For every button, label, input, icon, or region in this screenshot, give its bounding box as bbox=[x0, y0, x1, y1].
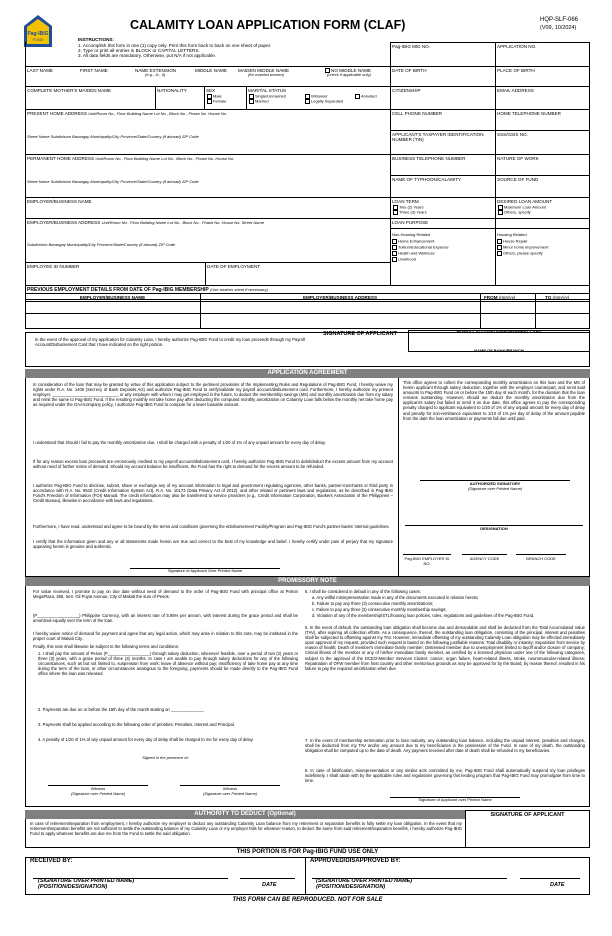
promissory-l2: (P__________________) Philippine Currency, with an interest rate of 5.95% per annum, with interest during the grace period and shall be amortized equally over the term of the loan. bbox=[33, 613, 298, 624]
no-middle-name-checkbox[interactable]: NO MIDDLE NAME bbox=[325, 68, 371, 73]
prev-from-col: FROM (mm/yy) bbox=[484, 295, 516, 300]
business-telephone-field[interactable]: BUSINESS TELEPHONE NUMBER bbox=[392, 156, 466, 161]
first-name-field[interactable]: FIRST NAME bbox=[80, 68, 108, 73]
previous-employment-title: PREVIOUS EMPLOYMENT DETAILS FROM DATE OF Pag-IBIG MEMBERSHIP (Use another sheet if necessary) bbox=[27, 287, 268, 293]
promissory-r7: 7. In the event of membership termination prior to loan maturity, any outstanding loan balance, including the unpaid interest, penalties and charges, shall be deducted from my TAV and/or any amount due to my beneficiaries in the possession of the Fund. In case of my death, the outstanding obligation shall be computed up to the date of death. Any payment received after date of death shall be refunded to my beneficiaries. bbox=[305, 738, 585, 754]
received-by-field[interactable]: RECEIVED BY: bbox=[30, 858, 73, 864]
approved-date[interactable]: DATE bbox=[550, 882, 565, 888]
application-no-field[interactable]: APPLICATION NO. bbox=[497, 44, 537, 49]
typhoon-calamity-field[interactable]: NAME OF TYPHOON/CALAMITY bbox=[392, 177, 462, 182]
form-title: CALAMITY LOAN APPLICATION FORM (CLAF) bbox=[130, 18, 406, 32]
deduct-signature[interactable]: SIGNATURE OF APPLICANT bbox=[490, 812, 565, 818]
approved-sig-name: (SIGNATURE OVER PRINTED NAME) bbox=[316, 878, 413, 884]
deduct-title-bar: AUTHORITY TO DEDUCT (Optional) bbox=[25, 810, 465, 819]
permanent-address-field[interactable]: PERMANENT HOME ADDRESS Unit/Room No., Floor Building Name Lot No., Block No., Phase No. House No. bbox=[27, 156, 235, 161]
non-housing-label: Non-Housing Related bbox=[392, 232, 431, 237]
loan-term-label: LOAN TERM bbox=[392, 199, 419, 204]
employer-agreement-text: This office agrees to collect the corresponding monthly amortization on this loan and the MS of herein applicant through salary deduction, together with the employer counterpart, and remit said amounts to Pag-IBIG Fund on or before the 15th day of each month, for the duration that the loan remains outstanding. However, should we deduct the monthly amortization due from the applicant's salary but failed to remit it on due date, this office agrees to pay the corresponding penalty charged to applicant equivalent to 1/20 of 1% of any unpaid amount for every day of delay and penalty for non-remittance equivalent to 1/10 of 1% per day of delay of the amount payable from the date the loan amortization or payments fall due until paid. bbox=[403, 380, 585, 421]
maximum-loan-checkbox[interactable]: Maximum Loan Amount bbox=[498, 205, 546, 210]
promissory-r5: 5. I shall be considered in default in any of the following cases: bbox=[305, 589, 421, 594]
sex-female-checkbox[interactable]: Female bbox=[207, 99, 226, 104]
widow-checkbox[interactable]: Widow/er bbox=[305, 94, 328, 99]
cell-phone-field[interactable]: CELL PHONE NUMBER bbox=[392, 111, 443, 116]
promissory-c4: 4. A penalty of 1/20 of 1% of any unpaid amount for every day of delay shall be charged to me for every day of delay. bbox=[38, 737, 254, 742]
employee-id-field[interactable]: EMPLOYEE ID NUMBER bbox=[27, 264, 80, 269]
employer-address-parts: Subdivision Barangay Municipality/City Province/State/Country (if abroad) ZIP Code bbox=[27, 242, 176, 247]
employer-id-field[interactable]: Pag-IBIG EMPLOYER ID NO. bbox=[404, 556, 450, 566]
house-repair-checkbox[interactable]: House Repair bbox=[497, 239, 527, 244]
permanent-address-parts: Street Name Subdivision Barangay Municipality/City Province/State/Country (if abroad) ZIP Code bbox=[27, 179, 199, 184]
deduct-text: In case of retirement/separation from employment, I hereby authorize my employer to deduct any outstanding Calamity Loan balance from my retirement or separation benefits to fully settle my loan obligation. In the event that my retirement/separation benefits are not sufficient to settle the outstanding balance of my Calamity Loan or my employer fails for whatever reason, to deduct the same from said retirement/separation benefits, I hereby authorize Pag-IBIG Fund to apply whatever benefits are due me from the Fund to settle the said obligation. bbox=[30, 821, 462, 837]
promissory-c1: 1. I shall pay the amount of Pesos (P__________________) through salary deduction, whenever feasible, over a period of two (2) years or three (3) years, with a grace period of three (3) months. In case I am unable to pay through salary deductions for any of the following circumstances, such as but not limited to, suspension from work; leave of absence without pay; insufficiency of take home pay at any time during the term of the loan; or other circumstances analogous to the foregoing, payments should be made directly to the Pag-IBIG Fund office where the loan was released. bbox=[38, 651, 298, 677]
authorization-text: In the event of the approval of my application for Calamity Loan, I hereby authorize Pag-IBIG Fund to credit my loan proceeds through my Payroll Account/Disbursement Card that I have indicated on the right portion. bbox=[35, 337, 305, 348]
health-checkbox[interactable]: Health and Wellness bbox=[392, 251, 435, 256]
citizenship-field[interactable]: CITIZENSHIP bbox=[392, 88, 421, 93]
agreement-signature[interactable]: Signature of Applicant Over Printed Name bbox=[167, 568, 243, 573]
instruction-2: 2. Type or print all entries in BLOCK or CAPITAL LETTERS. bbox=[78, 48, 200, 53]
sex-label: SEX bbox=[206, 88, 216, 93]
agreement-p1: In consideration of the loan that may be granted by virtue of this application subject to the pertinent provisions of the Implementing Rules and Regulations of Pag-IBIG Fund, I hereby waive my rights under R.A. No. 1405 (Secrecy of Bank Deposits Act) and authorize Pag-IBIG Fund to verify/validate my payroll account/disbursement card. Furthermore, I hereby authorize my present employer, ____________________________, or any employer with whom I may get employed in the future, to deduct the membership savings (MS) and monthly amortization due from my salary and remit the same to Pag-IBIG Fund. If the resulting monthly net take home pay after deducting the computed monthly amortization on Calamity Loan falls below the monthly net take home pay as required under the GAA/company policy, I authorize Pag-IBIG Fund to compute for a lower loanable amount. bbox=[33, 382, 393, 408]
prev-address-col: EMPLOYER/BUSINESS ADDRESS bbox=[302, 295, 378, 300]
reproduced-note: THIS FORM CAN BE REPRODUCED. NOT FOR SALE bbox=[232, 897, 383, 903]
form-version: (V09, 10/2024) bbox=[540, 25, 577, 31]
maiden-middle-name-field[interactable]: MAIDEN MIDDLE NAME bbox=[238, 68, 290, 73]
instructions-title: INSTRUCTIONS: bbox=[78, 37, 114, 42]
tuition-checkbox[interactable]: Tuition/Educational Expense bbox=[392, 245, 449, 250]
others-purpose-checkbox[interactable]: Others, please specify bbox=[497, 251, 543, 256]
promissory-c3: 3. Payments shall be applied according to the following order of priorities: Penalties, Interest and Principal. bbox=[38, 722, 235, 727]
instruction-1: 1. Accomplish this form in one (1) copy only. Print this form back to back on one sheet of paper. bbox=[78, 43, 272, 48]
livelihood-checkbox[interactable]: Livelihood bbox=[392, 257, 416, 262]
prev-to-col: TO (mm/yy) bbox=[545, 295, 570, 300]
designation-field[interactable]: DESIGNATION bbox=[480, 526, 508, 531]
agreement-p2: I understand that should I fail to pay the monthly amortization due, I shall be charged with a penalty of 1/20 of 1% of any unpaid amount for every day of delay. bbox=[33, 440, 326, 445]
date-of-employment-field[interactable]: DATE OF EMPLOYMENT bbox=[207, 264, 261, 269]
date-of-birth-field[interactable]: DATE OF BIRTH bbox=[392, 68, 427, 73]
tin-field[interactable]: APPLICANT'S TAXPAYER IDENTIFICATION NUMBER (TIN) bbox=[392, 132, 484, 143]
witness-1[interactable]: Witness bbox=[90, 786, 106, 791]
name-extension-field[interactable]: NAME EXTENSION bbox=[135, 68, 177, 73]
three-years-checkbox[interactable]: Three (3) Years bbox=[393, 210, 427, 215]
promissory-l4: Finally, this note shall likewise be subject to the following terms and conditions: bbox=[33, 644, 179, 649]
marital-status-label: MARITAL STATUS bbox=[248, 88, 287, 93]
signed-presence: Signed in the presence of: bbox=[142, 755, 189, 760]
present-address-field[interactable]: PRESENT HOME ADDRESS Unit/Room No., Floor Building Name Lot No., Block No., Phase No. House No. bbox=[27, 111, 228, 116]
loan-purpose-label: LOAN PURPOSE bbox=[392, 220, 429, 225]
agreement-p6: I certify that the information given and any or all statements made herein are true and correct to the best of my knowledge and belief. I hereby certify under pain of perjury that my signature appearing herein is genuine and authentic. bbox=[33, 539, 393, 550]
desired-loan-label: DESIRED LOAN AMOUNT bbox=[497, 199, 553, 204]
middle-name-field[interactable]: MIDDLE NAME bbox=[195, 68, 227, 73]
agreement-p3: If for any reason excess loan proceeds are erroneously credited to my payroll account/disbursement card, I hereby authorize Pag-IBIG Fund to debit/deduct the excess amount from my account without need of further notice of demand. Should my account balance be insufficient, the Fund has the right to demand for the excess amount to be refunded. bbox=[33, 459, 393, 470]
authorization-signature[interactable]: SIGNATURE OF APPLICANT bbox=[323, 331, 397, 337]
promissory-r8: 8. In case of falsification, misrepresentation or any similar acts committed by me, Pag-IBIG Fund shall automatically suspend my loan privileges indefinitely. I shall abide with by the applicable rules and regulations governing this lending program that Pag-IBIG Fund may promulgate from time to time. bbox=[305, 768, 585, 784]
sss-gsis-field[interactable]: SSS/GSIS NO. bbox=[497, 132, 528, 137]
fund-use-box bbox=[25, 857, 590, 895]
mid-field[interactable]: Pag-IBIG MID NO. bbox=[392, 44, 431, 49]
approved-position: (POSITION/DESIGNATION) bbox=[316, 884, 386, 890]
approved-by-field[interactable]: APPROVED/DISAPPROVED BY: bbox=[310, 858, 401, 864]
single-checkbox[interactable]: Single/Unmarried bbox=[249, 94, 286, 99]
nature-of-work-field[interactable]: NATURE OF WORK bbox=[497, 156, 539, 161]
promissory-r6: 6. In the event of default, the outstanding loan obligation shall become due and demandable and shall be deducted from the Total Accumulated Value (TAV), after expiring all collection efforts. As a consequence, thereof, the outstanding loan obligation, consisting of the principal, interest and penalties shall be subjected to offsetting against my TAV. However, immediate offsetting of my outstanding Calamity Loan obligation may be effected immediately upon approval of my request, provided such request is based on the following justifiable reasons: Total disability or insanity; Separation from service by reason of health; Death of member's immediate family member; Distressed member due to unemployment limited to layoff and/or closure of company; Critical illness of the member or any of his/her immediate family member, as certified by a licensed physician under one of the following categories, subject to the approval of the DCEO-Member Services Cluster: cancer, organ failure, heart-related illness, stroke, neuromuscular-related illness; Repatriation of OFW member from host country and other meritorious grounds as may be approved for by the Board, by reason thereof, resulted in his failure to pay the required amortization when due. bbox=[305, 625, 585, 671]
promissory-signature[interactable]: Signature of Applicant over Printed Name bbox=[418, 797, 492, 802]
others-amount-checkbox[interactable]: Others, specify bbox=[498, 210, 531, 215]
email-field[interactable]: EMAIL ADDRESS bbox=[497, 88, 534, 93]
instruction-3: 3. All data fields are mandatory. Otherwise, put N/A if not applicable. bbox=[78, 53, 217, 58]
employer-name-field[interactable]: EMPLOYER/BUSINESS NAME bbox=[27, 199, 92, 204]
nationality-field[interactable]: NATIONALITY bbox=[157, 88, 187, 93]
branch-code-field[interactable]: BRANCH CODE bbox=[526, 556, 556, 561]
legally-separated-checkbox[interactable]: Legally Separated bbox=[305, 99, 343, 104]
agreement-title-bar: APPLICATION AGREEMENT bbox=[25, 369, 590, 378]
promissory-l3: I hereby waive notice of demand for payment and agree that any legal action, which may arise in relation to this note, may be instituted in the proper court of Makati City. bbox=[33, 631, 298, 642]
received-date[interactable]: DATE bbox=[262, 882, 277, 888]
minor-improvement-checkbox[interactable]: Minor home improvement bbox=[497, 245, 548, 250]
form-code: HQP-SLF-066 bbox=[540, 17, 579, 23]
married-checkbox[interactable]: Married bbox=[249, 99, 269, 104]
claf-form-page: Pag-IBIG FUND CALAMITY LOAN APPLICATION FORM (CLAF) HQP-SLF-066 (V09, 10/2024) INSTRUCTIONS: 1. Accomplish this form in one (1) copy only. Print this form back to back on one sheet of paper. 2. Type or print all entries in BLOCK or CAPITAL LETTERS. 3. All data fields are mandatory. Otherwise, put N/A if not applicable. Pag-IBIG MID NO. APPLICATION NO. LAST NAME FIRST NAME NAME EXTENSION (e.g., Jr., II) MIDDLE NAME MAIDEN MIDDLE NAME (for married women) NO MIDDLE NAME (check if applicable only) DATE OF BIRTH PLACE OF BIRTH COMPLETE MOTHER'S MAIDEN NAME NATIONALITY SEX Male Female MARITAL STATUS Single/Unmarried Married Widow/er Legally Separated Annulled CITIZENSHIP EMAIL ADDRESS PRESENT HOME ADDRESS Unit/Room No., Floor Building Name Lot No., Block No., Phase No. House No. CELL PHONE NUMBER HOME TELEPHONE NUMBER Street Name Subdivision Barangay Municipality/City Province/State/Country (if abroad) ZIP Code APPLICANT'S TAXPAYER IDENTIFICATION NUMBER (TIN) SSS/GSIS NO. PERMANENT HOME ADDRESS Unit/Room No., Floor Building Name Lot No., Block No., Phase No. House No. BUSINESS TELEPHONE NUMBER NATURE OF WORK Street Name Subdivision Barangay Municipality/City Province/State/Country (if abroad) ZIP Code NAME OF TYPHOON/CALAMITY SOURCE OF FUND EMPLOYER/BUSINESS NAME LOAN TERM Two (2) Years Three (3) Years DESIRED LOAN AMOUNT Maximum Loan Amount Others, specify EMPLOYER/BUSINESS ADDRESS Unit/Room No., Floor Building Name Lot No., Block No., Phase No. House No. Street Name Subdivision Barangay Municipality/City Province/State/Country (if abroad) ZIP Code LOAN PURPOSE Non-Housing Related Home Enhancement Tuition/Educational Expense Health and Wellness Livelihood Housing Related House Repair Minor home improvement Others, please specify EMPLOYEE ID NUMBER DATE OF EMPLOYMENT PREVIOUS EMPLOYMENT DETAILS FROM DATE OF Pag-IBIG MEMBERSHIP (Use another sheet if necessary) EMPLOYER/BUSINESS NAME EMPLOYER/BUSINESS ADDRESS FROM (mm/yy) TO (mm/yy) In the event of the approval of my application for Calamity Loan, I hereby authorize Pag-IBIG Fund to credit my loan proceeds through my Payroll Account/Disbursement Card that I have indicated on the right portion. SIGNATURE OF APPLICANT PAYROLL ACCOUNT/DISBURSEMENT CARD NAME OF BANK/BRANCH APPLICATION AGREEMENT In consideration of the loan that may be granted by virtue of this application subject to the pertinent provisions of the Implementing Rules and Regulations of Pag-IBIG Fund, I hereby waive my rights under R.A. No. 1405 (Secrecy of Bank Deposits Act) and authorize Pag-IBIG Fund to verify/validate my payroll account/disbursement card. Furthermore, I hereby authorize my present employer, ____________________________, or any employer with whom I may get employed in the future, to deduct the membership savings (MS) and monthly amortization due from my salary and remit the same to Pag-IBIG Fund. If the resulting monthly net take home pay after deducting the computed monthly amortization on Calamity Loan falls below the monthly net take home pay as required under the GAA/company policy, I authorize Pag-IBIG Fund to compute for a lower loanable amount. I understand that should I fail to pay the monthly amortization due, I shall be charged with a penalty of 1/20 of 1% of any unpaid amount for every day of delay. If for any reason excess loan proceeds are erroneously credited to my payroll account/disbursement card, I hereby authorize Pag-IBIG Fund to debit/deduct the excess amount from my account without need of further notice of demand. Should my account balance be insufficient, the Fund has the right to demand for the excess amount to be refunded. I authorize Pag-IBIG Fund to disclose, submit, share or exchange any of my account information to legal and government regulating agencies, other banks, partner-merchants or third party in accordance with R.A. No. 9510 (Credit Information System Act), R.A. No. 10173 (Data Privacy Act of 2012), and other related or pertinent laws and regulations, as be described in Pag-IBIG Fund's Freedom of Information (FOI) Manual. The credit information may also be transferred to service providers (e.g., Credit Information Corporation, Bankers Association of the Philippines – Credit Bureau), likewise in accordance with laws and regulations. Furthermore, I have read, understood and agree to be bound by the terms and conditions governing the eDisbursement Facility/Program and Pag-IBIG Fund's partner-banks' internal guidelines. I certify that the information given and any or all statements made herein are true and correct to the best of my knowledge and belief. I hereby certify under pain of perjury that my signature appearing herein is genuine and authentic. Signature of Applicant Over Printed Name This office agrees to collect the corresponding monthly amortization on this loan and the MS of herein applicant through salary deduction, together with the employer counterpart, and remit said amounts to Pag-IBIG Fund on or before the 15th day of each month, for the duration that the loan remains outstanding. However, should we deduct the monthly amortization due from the applicant's salary but failed to remit it on due date, this office agrees to pay the corresponding penalty charged to applicant equivalent to 1/20 of 1% of any unpaid amount for every day of delay and penalty for non-remittance equivalent to 1/10 of 1% per day of delay of the amount payable from the date the loan amortization or payments fall due until paid. AUTHORIZED SIGNATORY (Signature over Printed Name) DESIGNATION Pag-IBIG EMPLOYER ID NO. AGENCY CODE BRANCH CODE PROMISSORY NOTE For value received, I promise to pay on due date without need of demand to the order of Pag-IBIG Fund with principal office at Petron MegaPlaza, 358, Sen. Gil Puyat Avenue, City of Makati the sum of Pesos: (P__________________) Philippine Currency, with an interest rate of 5.95% per annum, with interest during the grace period and shall be amortized equally over the term of the loan. I hereby waive notice of demand for payment and agree that any legal action, which may arise in relation to this note, may be instituted in the proper court of Makati City. Finally, this note shall likewise be subject to the following terms and conditions: 1. I shall pay the amount of Pesos (P__________________) through salary deduction, whenever feasible, over a period of two (2) years or three (3) years, with a grace period of three (3) months. In case I am unable to pay through salary deductions for any of the following circumstances, such as but not limited to, suspension from work; leave of absence without pay; insufficiency of take home pay at any time during the term of the loan; or other circumstances analogous to the foregoing, payments should be made directly to the Pag-IBIG Fund office where the loan was released. 2. Payments are due on or before the 15th day of the month starting on ______________. 3. Payments shall be applied according to the following order of priorities: Penalties, Interest and Principal. 4. A penalty of 1/20 of 1% of any unpaid amount for every day of delay shall be charged to me for every day of delay. Signed in the presence of: Witness (Signature over Printed Name) Witness (Signature over Printed Name) 5. I shall be considered in default in any of the following cases: a. Any willful misrepresentation made in any of the documents executed in relation hereto; b. Failure to pay any three (3) consecutive monthly amortizations; c. Failure to pay any three (3) consecutive monthly membership savings; d. Violation of any of the membership/STL/housing loan policies, rules, regulations and guidelines of the Pag-IBIG Fund. 6. In the event of default, the outstanding loan obligation shall become due and demandable and shall be deducted from the Total Accumulated Value (TAV), after expiring all collection efforts. As a consequence, thereof, the outstanding loan obligation, consisting of the principal, interest and penalties shall be subjected to offsetting against my TAV. However, immediate offsetting of my outstanding Calamity Loan obligation may be effected immediately upon approval of my request, provided such request is based on the following justifiable reasons: Total disability or insanity; Separation from service by reason of health; Death of member's immediate family member; Distressed member due to unemployment limited to layoff and/or closure of company; Critical illness of the member or any of his/her immediate family member, as certified by a licensed physician under one of the following categories, subject to the approval of the DCEO-Member Services Cluster: cancer, organ failure, heart-related illness, stroke, neuromuscular-related illness; Repatriation of OFW member from host country and other meritorious grounds as may be approved for by the Board, by reason thereof, resulted in his failure to pay the required amortization when due. 7. In the event of membership termination prior to loan maturity, any outstanding loan balance, including the unpaid interest, penalties and charges, shall be deducted from my TAV and/or any amount due to my beneficiaries in the possession of the Fund. In case of my death, the outstanding obligation shall be computed up to the date of death. Any payment received after date of death shall be refunded to my beneficiaries. 8. In case of falsification, misrepresentation or any similar acts committed by me, Pag-IBIG Fund shall automatically suspend my loan privileges indefinitely. I shall abide with by the applicable rules and regulations governing this lending program that Pag-IBIG Fund may promulgate from time to time. Signature of Applicant over Printed Name AUTHORITY TO DEDUCT (Optional) In case of retirement/separation from employment, I hereby authorize my employer to deduct any outstanding Calamity Loan balance from my retirement or separation benefits to fully settle my loan obligation. In the event that my retirement/separation benefits are not sufficient to settle the outstanding balance of my Calamity Loan or my employer fails for whatever reason, to deduct the same from said retirement/separation benefits, I hereby authorize Pag-IBIG Fund to apply whatever benefits are due me from the Fund to settle the said obligation. SIGNATURE OF APPLICANT THIS PORTION IS FOR Pag-IBIG FUND USE ONLY RECEIVED BY: APPROVED/DISAPPROVED BY: (SIGNATURE OVER PRINTED NAME) (POSITION/DESIGNATION) DATE (SIGNATURE OVER PRINTED NAME) (POSITION/DESIGNATION) DATE THIS FORM CAN BE REPRODUCED. NOT FOR SALE bbox=[0, 0, 612, 936]
agency-code-field[interactable]: AGENCY CODE bbox=[469, 556, 500, 561]
home-telephone-field[interactable]: HOME TELEPHONE NUMBER bbox=[497, 111, 561, 116]
agreement-p5: Furthermore, I have read, understood and agree to be bound by the terms and conditions governing the eDisbursement Facility/Program and Pag-IBIG Fund's partner-banks' internal guidelines. bbox=[33, 524, 390, 529]
promissory-l1: For value received, I promise to pay on due date without need of demand to the order of Pag-IBIG Fund with principal office at Petron MegaPlaza, 358, Sen. Gil Puyat Avenue, City of Makati the sum of Pesos: bbox=[33, 589, 298, 600]
place-of-birth-field[interactable]: PLACE OF BIRTH bbox=[497, 68, 535, 73]
svg-text:FUND: FUND bbox=[32, 37, 44, 42]
housing-label: Housing Related bbox=[497, 232, 527, 237]
employer-address-field[interactable]: EMPLOYER/BUSINESS ADDRESS Unit/Room No., Floor Building Name Lot No., Block No., Phase No. House No. Street Name bbox=[27, 220, 265, 225]
received-position: (POSITION/DESIGNATION) bbox=[38, 884, 108, 890]
bank-branch-label: NAME OF BANK/BRANCH bbox=[474, 348, 524, 353]
present-address-parts: Street Name Subdivision Barangay Municipality/City Province/State/Country (if abroad) ZIP Code bbox=[27, 134, 199, 139]
authorized-signatory[interactable]: AUTHORIZED SIGNATORY bbox=[469, 481, 521, 486]
annulled-checkbox[interactable]: Annulled bbox=[355, 94, 377, 99]
promissory-title-bar: PROMISSORY NOTE bbox=[25, 577, 590, 586]
home-enhancement-checkbox[interactable]: Home Enhancement bbox=[392, 239, 434, 244]
fund-use-only: THIS PORTION IS FOR Pag-IBIG FUND USE ONLY bbox=[236, 849, 379, 855]
prev-employer-col: EMPLOYER/BUSINESS NAME bbox=[79, 295, 146, 300]
mother-maiden-name-field[interactable]: COMPLETE MOTHER'S MAIDEN NAME bbox=[27, 88, 112, 93]
two-years-checkbox[interactable]: Two (2) Years bbox=[393, 205, 423, 210]
promissory-c2: 2. Payments are due on or before the 15th day of the month starting on ______________. bbox=[38, 707, 205, 712]
svg-text:Pag-IBIG: Pag-IBIG bbox=[27, 31, 49, 37]
received-sig-name: (SIGNATURE OVER PRINTED NAME) bbox=[38, 878, 135, 884]
source-of-fund-field[interactable]: SOURCE OF FUND bbox=[497, 177, 539, 182]
agreement-p4: I authorize Pag-IBIG Fund to disclose, submit, share or exchange any of my account information to legal and government regulating agencies, other banks, partner-merchants or third party in accordance with R.A. No. 9510 (Credit Information System Act), R.A. No. 10173 (Data Privacy Act of 2012), and other related or pertinent laws and regulations, as be described in Pag-IBIG Fund's Freedom of Information (FOI) Manual. The credit information may also be transferred to service providers (e.g., Credit Information Corporation, Bankers Association of the Philippines – Credit Bureau), likewise in accordance with laws and regulations. bbox=[33, 483, 393, 504]
last-name-field[interactable]: LAST NAME bbox=[27, 68, 53, 73]
witness-2[interactable]: Witness bbox=[222, 786, 238, 791]
sex-male-checkbox[interactable]: Male bbox=[207, 94, 222, 99]
